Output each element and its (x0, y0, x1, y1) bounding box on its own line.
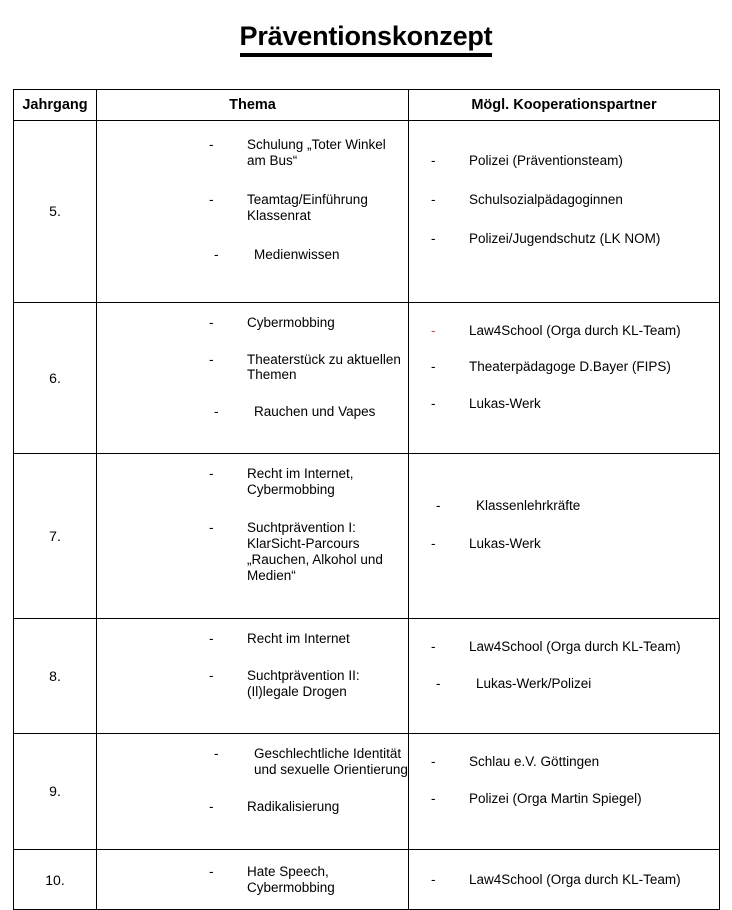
list-item-label: Cybermobbing (247, 314, 335, 330)
bullet-dash-icon: - (209, 351, 214, 367)
list-item-label: Theaterpädagoge D.Bayer (FIPS) (469, 359, 671, 375)
list-item-label: Hate Speech, Cybermobbing (247, 863, 335, 895)
list-item (209, 668, 408, 700)
topic-cell (97, 302, 409, 454)
bullet-dash-icon: - (431, 871, 436, 887)
list-item (209, 404, 408, 420)
bullet-dash-icon: - (431, 536, 436, 552)
bullet-list (431, 153, 719, 247)
topic-cell (97, 733, 409, 850)
list-item (431, 359, 719, 375)
bullet-dash-icon: - (436, 675, 441, 691)
partner-cell (409, 618, 720, 733)
list-item (209, 315, 408, 331)
year-cell: 5. (14, 121, 97, 303)
partner-cell (409, 302, 720, 454)
bullet-dash-icon: - (214, 745, 219, 761)
year-cell: 10. (14, 850, 97, 910)
list-item (431, 231, 719, 247)
bullet-dash-icon: - (209, 314, 214, 330)
bullet-list (209, 631, 408, 700)
bullet-dash-icon: - (431, 638, 436, 654)
bullet-list (209, 746, 408, 816)
bullet-list (431, 323, 719, 413)
bullet-list (209, 466, 408, 584)
list-item-label: Lukas-Werk (469, 536, 541, 552)
bullet-dash-icon: - (209, 520, 214, 536)
page-title-text: Präventionskonzept (240, 22, 493, 57)
bullet-dash-icon: - (436, 498, 441, 514)
topic-cell (97, 850, 409, 910)
list-item-label: Polizei/Jugendschutz (LK NOM) (469, 230, 661, 246)
bullet-dash-icon: - (431, 152, 436, 168)
column-header-thema: Thema (97, 90, 409, 121)
list-item (431, 498, 719, 514)
topic-cell (97, 618, 409, 733)
list-item (431, 323, 719, 339)
bullet-dash-icon: - (431, 359, 436, 375)
list-item (209, 746, 408, 778)
topic-cell (97, 121, 409, 303)
year-cell: 6. (14, 302, 97, 454)
table-row (14, 454, 720, 619)
list-item-label: Polizei (Präventionsteam) (469, 152, 623, 168)
list-item-label: Suchtprävention II: (Il)legale Drogen (247, 667, 360, 699)
list-item-label: Recht im Internet (247, 630, 350, 646)
list-item (209, 864, 408, 896)
list-item (431, 536, 719, 552)
bullet-list (431, 639, 719, 692)
prevention-concept-table (13, 89, 720, 910)
list-item (431, 872, 719, 888)
bullet-dash-icon: - (431, 791, 436, 807)
year-cell: 9. (14, 733, 97, 850)
table-header-row (14, 90, 720, 121)
bullet-dash-icon: - (209, 137, 214, 152)
table-row (14, 302, 720, 454)
bullet-dash-icon: - (431, 230, 436, 246)
list-item-label: Recht im Internet, Cybermobbing (247, 466, 354, 498)
partner-cell (409, 454, 720, 619)
list-item (431, 639, 719, 655)
bullet-dash-icon: - (209, 667, 214, 683)
list-item (431, 676, 719, 692)
partner-cell (409, 121, 720, 303)
table-row (14, 733, 720, 850)
list-item-label: Schulsozialpädagoginnen (469, 191, 623, 207)
topic-cell (97, 454, 409, 619)
list-item-label: Lukas-Werk (469, 396, 541, 412)
bullet-list (431, 872, 719, 888)
year-cell: 8. (14, 618, 97, 733)
bullet-list (431, 498, 719, 552)
bullet-dash-icon: - (209, 466, 214, 482)
list-item-label: Klassenlehrkräfte (476, 498, 581, 514)
table-row (14, 850, 720, 910)
partner-cell (409, 733, 720, 850)
bullet-list (209, 864, 408, 896)
list-item (209, 192, 408, 224)
bullet-dash-icon: - (431, 191, 436, 207)
partner-cell (409, 850, 720, 910)
list-item (431, 192, 719, 208)
list-item (209, 352, 408, 384)
year-cell: 7. (14, 454, 97, 619)
list-item (209, 466, 408, 498)
list-item-label: Radikalisierung (247, 799, 340, 815)
list-item-label: Medienwissen (254, 246, 340, 262)
list-item-label: Teamtag/Einführung Klassenrat (247, 191, 368, 223)
column-header-kooperationspartner: Mögl. Kooperationspartner (409, 90, 720, 121)
table-row (14, 121, 720, 303)
list-item-label: Suchtprävention I: KlarSicht-Parcours „Rauchen, Alkohol und Medien“ (247, 520, 383, 583)
column-header-jahrgang: Jahrgang (14, 90, 97, 121)
list-item (209, 799, 408, 815)
list-item (209, 520, 408, 584)
list-item-label: Law4School (Orga durch KL-Team) (469, 638, 681, 654)
bullet-dash-icon: - (209, 191, 214, 207)
bullet-dash-icon: - (209, 799, 214, 815)
list-item-label: Theaterstück zu aktuellen Themen (247, 351, 401, 383)
bullet-dash-icon: - (431, 396, 436, 412)
list-item (209, 247, 408, 263)
bullet-list (209, 315, 408, 421)
page-title (0, 22, 732, 57)
list-item-label: Schulung „Toter Winkel am Bus“ (247, 137, 386, 168)
list-item-label: Law4School (Orga durch KL-Team) (469, 871, 681, 887)
table-row (14, 618, 720, 733)
list-item (431, 754, 719, 770)
bullet-dash-icon: - (431, 753, 436, 769)
bullet-dash-icon: - (214, 404, 219, 420)
list-item (209, 631, 408, 647)
bullet-list (431, 754, 719, 808)
list-item (209, 137, 408, 169)
list-item (431, 153, 719, 169)
list-item-label: Law4School (Orga durch KL-Team) (469, 322, 681, 338)
list-item-label: Lukas-Werk/Polizei (476, 675, 592, 691)
bullet-dash-icon: - (209, 630, 214, 646)
list-item (431, 396, 719, 412)
list-item (431, 791, 719, 807)
bullet-list (209, 137, 408, 263)
list-item-label: Geschlechtliche Identität und sexuelle Orientierung (254, 745, 408, 777)
list-item-label: Polizei (Orga Martin Spiegel) (469, 791, 642, 807)
bullet-dash-icon: - (209, 863, 214, 879)
bullet-dash-icon: - (214, 246, 219, 262)
list-item-label: Rauchen und Vapes (254, 404, 376, 420)
bullet-dash-icon: - (431, 322, 436, 338)
list-item-label: Schlau e.V. Göttingen (469, 753, 600, 769)
